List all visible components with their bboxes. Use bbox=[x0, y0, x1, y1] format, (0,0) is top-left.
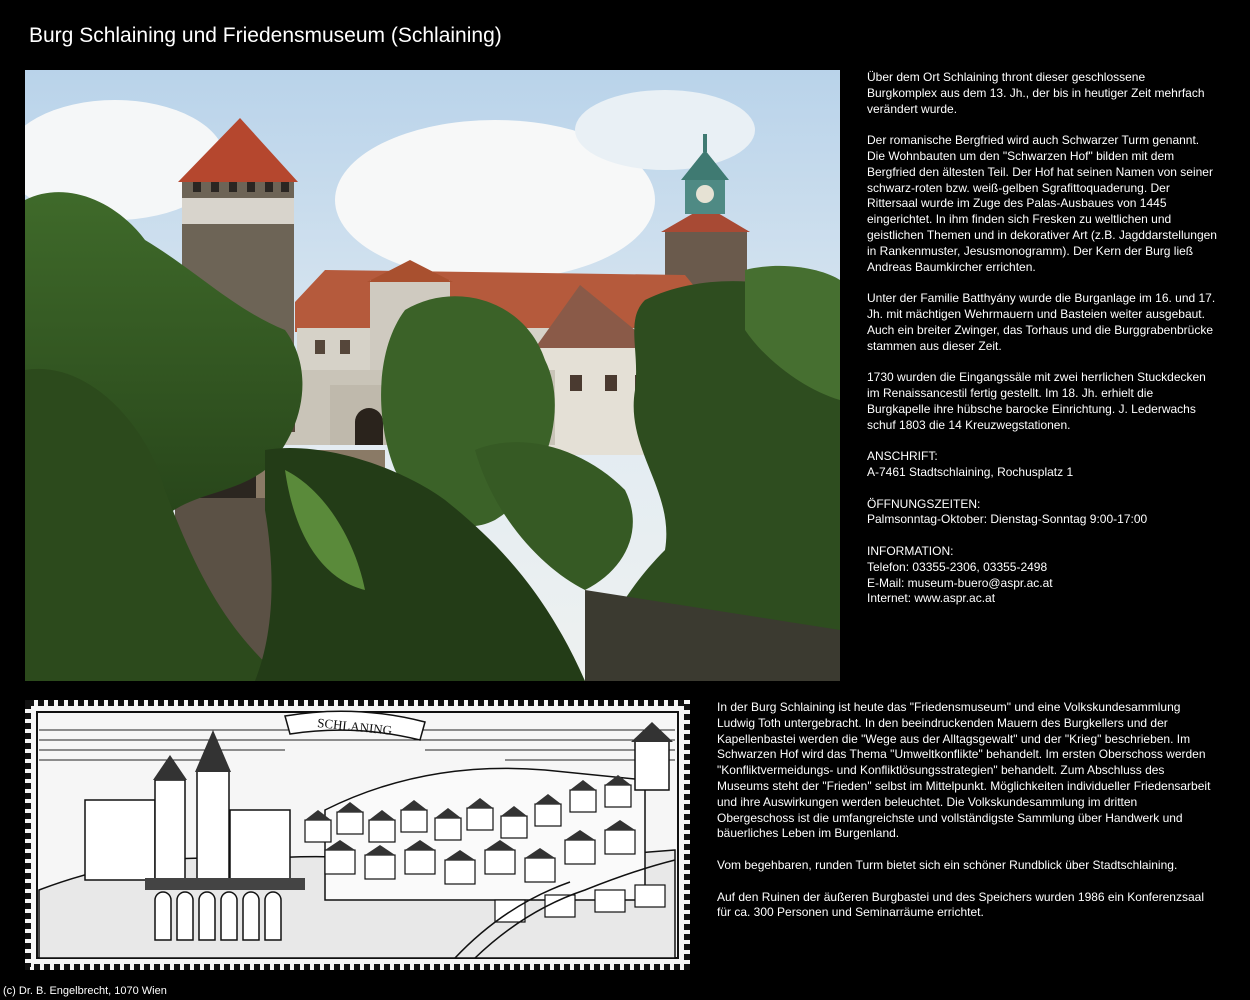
museum-text bbox=[717, 700, 1217, 921]
museum-paragraph: Vom begehbaren, runden Turm bietet sich ein schöner Rundblick über Stadtschlaining. bbox=[717, 857, 1178, 872]
description-paragraph: Unter der Familie Batthyány wurde die Burganlage im 16. und 17. Jh. mit mächtigen Wehrmauern und Basteien weiter ausgebaut. Auch ein breiter Zwinger, das Torhaus und die Burggrabenbrücke stammen aus dieser Zeit. bbox=[867, 291, 1216, 353]
web-value: Internet: www.aspr.ac.at bbox=[867, 591, 996, 606]
address-value: A-7461 Stadtschlaining, Rochusplatz 1 bbox=[867, 464, 1074, 479]
woodcut-illustration bbox=[25, 700, 690, 970]
description-paragraph: Der romanische Bergfried wird auch Schwarzer Turm genannt. Die Wohnbauten um den "Schwarzen Hof" bilden mit dem Bergfried den ältesten Teil. Der Hof hat seinen Namen von seiner schwarz-roten bzw. weiß-gelben Sgrafittoquaderung. Der Rittersaal wurde im Zuge des Palas-Ausbaues von 1445 eingerichtet. In ihm finden sich Fresken zu weltlichen und geistlichen Themen und in dekorativer Art (z.B. Jagddarstellungen in Rankenmuster, Jesusmonogramm). Der Kern der Burg ließ Andreas Baumkircher errichten. bbox=[867, 133, 1217, 274]
address-label: ANSCHRIFT: bbox=[867, 449, 938, 464]
castle-photo bbox=[25, 70, 840, 681]
woodcut-banner-text: SCHLANING bbox=[316, 715, 393, 738]
phone-value: Telefon: 03355-2306, 03355-2498 bbox=[867, 559, 1048, 574]
hours-section bbox=[867, 497, 1217, 529]
description-text bbox=[867, 70, 1217, 607]
hours-label: ÖFFNUNGSZEITEN: bbox=[867, 496, 981, 511]
info-label: INFORMATION: bbox=[867, 543, 954, 558]
email-value: E-Mail: museum-buero@aspr.ac.at bbox=[867, 575, 1053, 590]
copyright-notice: (c) Dr. B. Engelbrecht, 1070 Wien bbox=[3, 985, 167, 997]
page-title: Burg Schlaining und Friedensmuseum (Schlaining) bbox=[29, 24, 502, 47]
address-section bbox=[867, 449, 1217, 481]
description-paragraph: Über dem Ort Schlaining thront dieser geschlossene Burgkomplex aus dem 13. Jh., der bis in heutiger Zeit mehrfach verändert wurde. bbox=[867, 70, 1205, 116]
museum-paragraph: Auf den Ruinen der äußeren Burgbastei und des Speichers wurden 1986 ein Konferenzsaal für ca. 300 Personen und Seminarräume errichtet. bbox=[717, 889, 1204, 920]
description-paragraph: 1730 wurden die Eingangssäle mit zwei herrlichen Stuckdecken im Renaissancestil fertig gestellt. Im 18. Jh. erhielt die Burgkapelle ihre hübsche barocke Einrichtung. J. Lederwachs schuf 1803 die 14 Kreuzwegstationen. bbox=[867, 370, 1206, 432]
museum-paragraph: In der Burg Schlaining ist heute das "Friedensmuseum" und eine Volkskundesammlung Ludwig Toth untergebracht. In den beeindruckenden Mauern des Burgkellers und der Kapellenbastei werden die "Wege aus der Alltagsgewalt" und der "Krieg" beschrieben. Im Schwarzen Hof wird das Thema "Umweltkonflikte" behandelt. Im ersten Oberschoss werden "Konfliktvermeidungs- und Konfliktlösungsstrategien" behandelt. Zum Abschluss des Museums steht der "Frieden" selbst im Mittelpunkt. Möglichkeiten individueller Friedensarbeit und ihre Auswirkungen werden beleuchtet. Die Volkskundesammlung im dritten Obergeschoss ist die umfangreichste und vollständigste Sammlung über Handwerk und bäuerliches Leben im Burgenland. bbox=[717, 700, 1211, 841]
hours-value: Palmsonntag-Oktober: Dienstag-Sonntag 9:00-17:00 bbox=[867, 512, 1148, 527]
info-section bbox=[867, 544, 1217, 607]
